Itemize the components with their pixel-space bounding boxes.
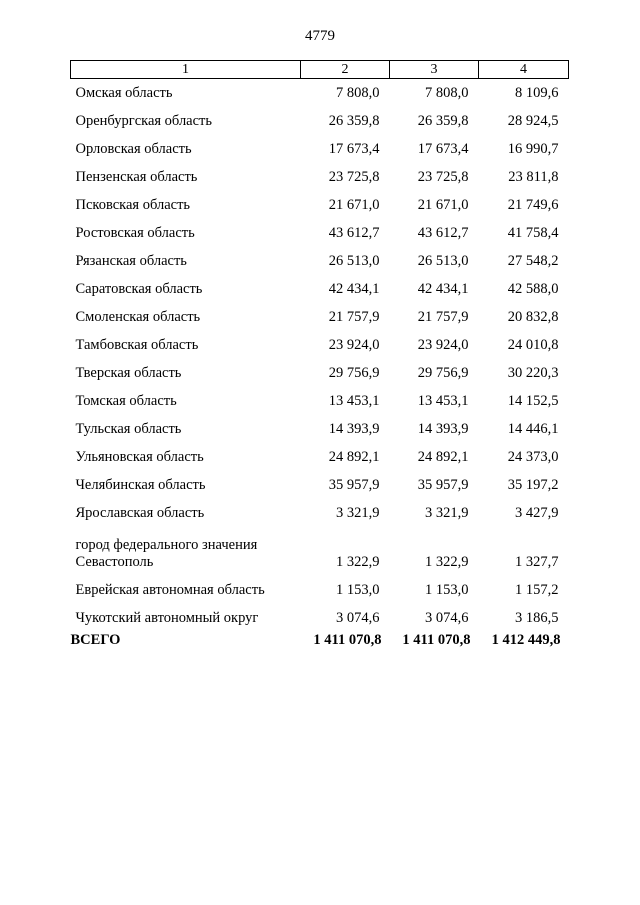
- region-name: Ульяновская область: [75, 448, 204, 465]
- region-name: Ярославская область: [75, 504, 205, 521]
- value-col-2: 35 957,9: [328, 476, 380, 493]
- table-row: [71, 443, 569, 471]
- table-row: [71, 471, 569, 499]
- region-name: Омская область: [75, 84, 173, 101]
- value-col-3: 29 756,9: [417, 364, 469, 381]
- value-col-3: 3 074,6: [425, 609, 469, 626]
- value-col-3: 23 924,0: [417, 336, 469, 353]
- value-col-3: 17 673,4: [417, 140, 469, 157]
- value-col-4: 24 010,8: [507, 336, 559, 353]
- table-row: [71, 415, 569, 443]
- value-col-3: 26 359,8: [417, 112, 469, 129]
- table-row: [71, 604, 569, 632]
- table-row: [71, 387, 569, 415]
- value-col-2: 42 434,1: [328, 280, 380, 297]
- region-name: Пензенская область: [75, 168, 198, 185]
- value-col-2: 21 757,9: [328, 308, 380, 325]
- value-col-2: 14 393,9: [328, 420, 380, 437]
- value-col-4: 41 758,4: [507, 224, 559, 241]
- value-col-2: 13 453,1: [328, 392, 380, 409]
- value-col-4: 14 446,1: [507, 420, 559, 437]
- page-number: 4779: [305, 28, 335, 44]
- table-row: [71, 275, 569, 303]
- value-col-3: 35 957,9: [417, 476, 469, 493]
- value-col-3: 13 453,1: [417, 392, 469, 409]
- table-row: [71, 107, 569, 135]
- table-row: [71, 191, 569, 219]
- value-col-4: 23 811,8: [508, 168, 559, 185]
- value-col-3: 26 513,0: [417, 252, 469, 269]
- region-name-line-1: город федерального значения: [75, 537, 258, 553]
- region-name: Тамбовская область: [75, 336, 199, 353]
- region-name: Томская область: [75, 392, 177, 409]
- region-name: [71, 527, 301, 576]
- value-col-4: 14 152,5: [507, 392, 559, 409]
- value-col-4: 3 186,5: [515, 609, 559, 626]
- value-col-2: 3 074,6: [336, 609, 380, 626]
- total-col-2: 1 411 070,8: [313, 632, 382, 648]
- value-col-4: 24 373,0: [507, 448, 559, 465]
- table-header: [71, 61, 569, 79]
- value-col-3: 1 322,9: [425, 554, 469, 570]
- value-col-4: 35 197,2: [507, 476, 559, 493]
- region-name: Рязанская область: [75, 252, 187, 269]
- value-col-4: 3 427,9: [515, 504, 559, 521]
- value-col-4: 21 749,6: [507, 196, 559, 213]
- value-col-3: 21 757,9: [417, 308, 469, 325]
- region-name: Тульская область: [75, 420, 182, 437]
- value-col-3: 42 434,1: [417, 280, 469, 297]
- value-col-4: 27 548,2: [507, 252, 559, 269]
- value-col-3: 21 671,0: [417, 196, 469, 213]
- value-col-3: 43 612,7: [417, 224, 469, 241]
- total-col-4: 1 412 449,8: [491, 632, 561, 648]
- value-col-2: 17 673,4: [328, 140, 380, 157]
- value-col-2: 43 612,7: [328, 224, 380, 241]
- region-name: Чукотский автономный округ: [75, 609, 259, 626]
- value-col-2: 24 892,1: [328, 448, 380, 465]
- total-label: ВСЕГО: [70, 632, 121, 648]
- value-col-4: 1 157,2: [515, 581, 559, 598]
- header-col-2: 2: [301, 61, 390, 79]
- value-col-4: 20 832,8: [507, 308, 559, 325]
- region-name: Саратовская область: [75, 280, 203, 297]
- table-row: [71, 499, 569, 527]
- value-col-2: 29 756,9: [328, 364, 380, 381]
- total-col-3: 1 411 070,8: [402, 632, 471, 648]
- header-row: [71, 61, 569, 79]
- region-name: Орловская область: [75, 140, 192, 157]
- region-name-line-2: Севастополь: [75, 554, 154, 570]
- region-name: Оренбургская область: [75, 112, 213, 129]
- table-row: [71, 527, 569, 576]
- value-col-2: 26 513,0: [328, 252, 380, 269]
- value-col-2: 1 322,9: [336, 554, 380, 570]
- table-row: [71, 79, 569, 108]
- value-col-2: 23 725,8: [328, 168, 380, 185]
- value-col-4: 1 327,7: [515, 554, 559, 570]
- table-row: [71, 303, 569, 331]
- value-col-4: 30 220,3: [507, 364, 559, 381]
- table-row: [71, 247, 569, 275]
- table-row: [71, 359, 569, 387]
- header-col-3: 3: [390, 61, 479, 79]
- value-col-4: 16 990,7: [507, 140, 559, 157]
- value-col-2: 21 671,0: [328, 196, 380, 213]
- region-name: Тверская область: [75, 364, 182, 381]
- region-name: Псковская область: [75, 196, 191, 213]
- total-row: [71, 632, 569, 658]
- value-col-3: 3 321,9: [425, 504, 469, 521]
- value-col-3: 7 808,0: [425, 84, 469, 101]
- table-row: [71, 219, 569, 247]
- value-col-2: 26 359,8: [328, 112, 380, 129]
- value-col-2: 7 808,0: [336, 84, 380, 101]
- table-row: [71, 331, 569, 359]
- header-col-4: 4: [479, 61, 569, 79]
- value-col-3: 23 725,8: [417, 168, 469, 185]
- region-name: Ростовская область: [75, 224, 195, 241]
- table-row: [71, 576, 569, 604]
- value-col-3: 14 393,9: [417, 420, 469, 437]
- value-col-3: 24 892,1: [417, 448, 469, 465]
- table-row: [71, 163, 569, 191]
- value-col-4: 42 588,0: [507, 280, 559, 297]
- region-name: Смоленская область: [75, 308, 201, 325]
- region-name: Челябинская область: [75, 476, 206, 493]
- header-col-1: 1: [71, 61, 301, 79]
- value-col-4: 28 924,5: [507, 112, 559, 129]
- budget-table: [70, 60, 569, 658]
- region-name: Еврейская автономная область: [75, 581, 265, 598]
- value-col-2: 1 153,0: [336, 581, 380, 598]
- table-row: [71, 135, 569, 163]
- value-col-4: 8 109,6: [515, 84, 559, 101]
- value-col-2: 3 321,9: [336, 504, 380, 521]
- value-col-3: 1 153,0: [425, 581, 469, 598]
- value-col-2: 23 924,0: [328, 336, 380, 353]
